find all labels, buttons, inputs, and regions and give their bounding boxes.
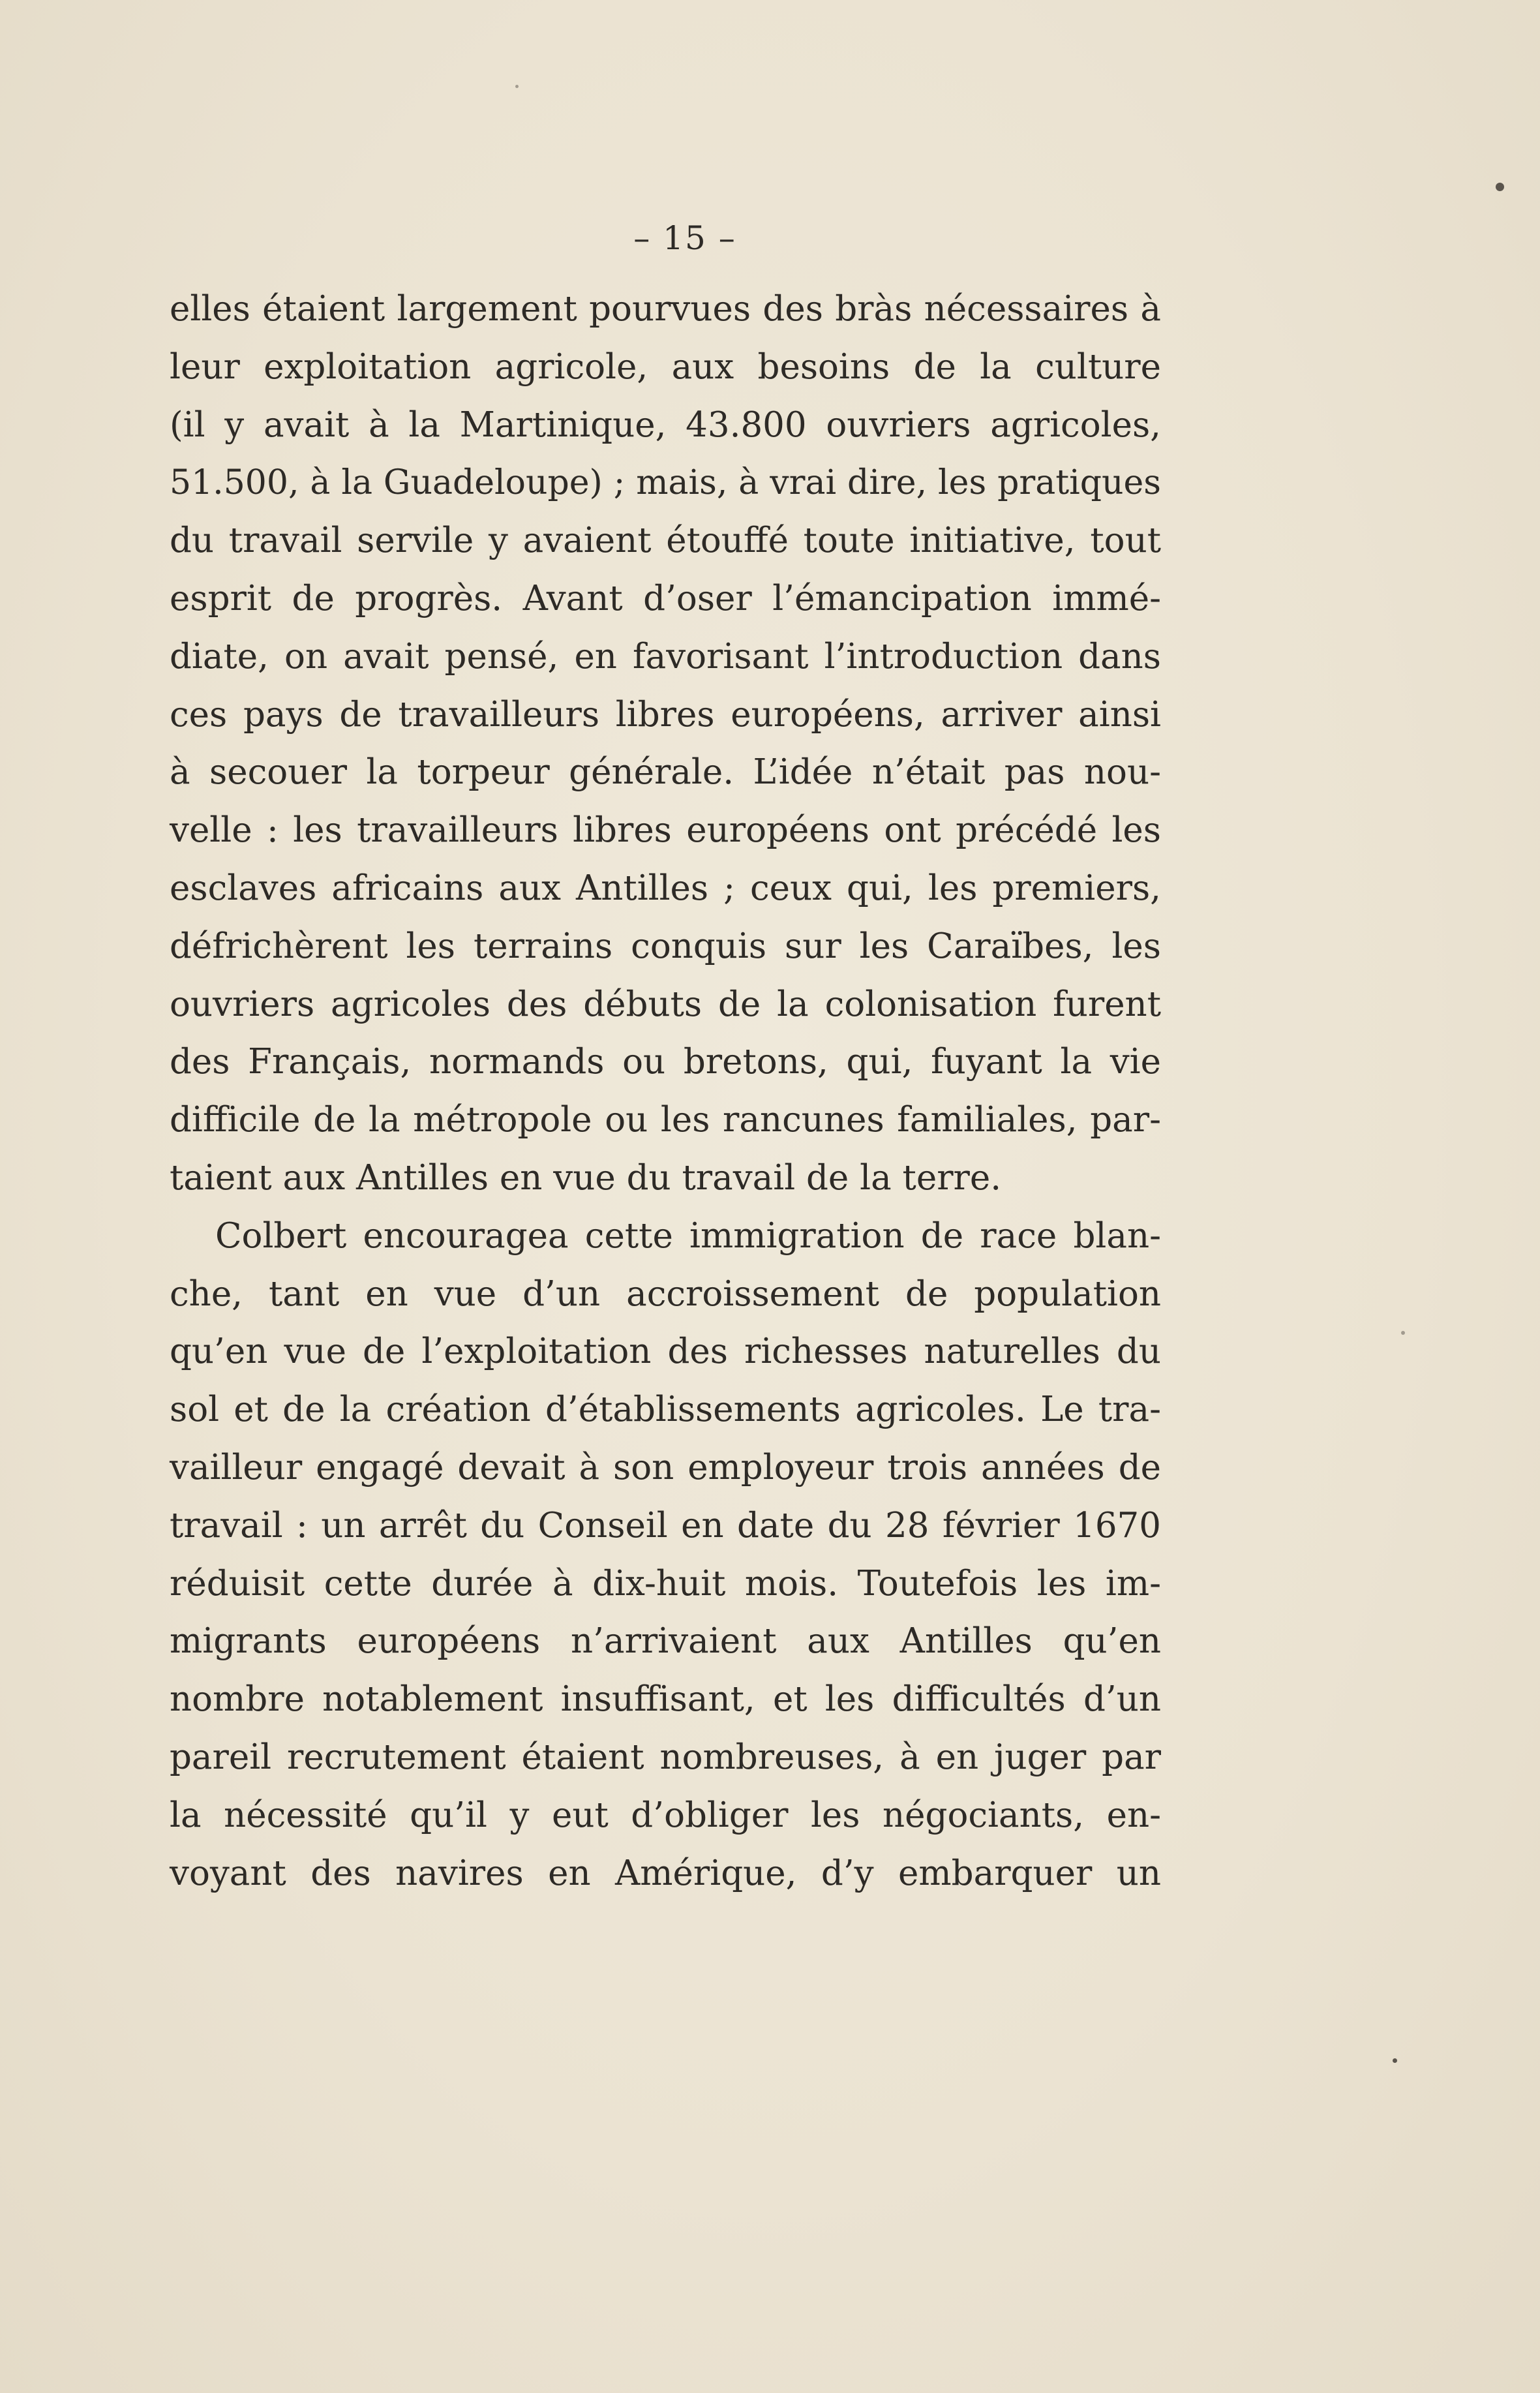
text-line: ouvriers agricoles des débuts de la colonisation furent <box>170 984 1161 1024</box>
text-line: (il y avait à la Martinique, 43.800 ouvriers agricoles, <box>170 404 1161 445</box>
text-line: voyant des navires en Amérique, d’y embarquer un <box>170 1853 1161 1893</box>
body-text <box>170 281 1161 1902</box>
text-line: esclaves africains aux Antilles ; ceux qui, les premiers, <box>170 868 1161 908</box>
text-line: pareil recrutement étaient nombreuses, à en juger par <box>170 1737 1161 1777</box>
text-line: elles étaient largement pourvues des bràs nécessaires à <box>170 289 1161 329</box>
text-line: leur exploitation agricole, aux besoins de la culture <box>170 346 1161 387</box>
text-line: défrichèrent les terrains conquis sur les Caraïbes, les <box>170 926 1161 966</box>
text-line: difficile de la métropole ou les rancunes familiales, par- <box>170 1100 1161 1140</box>
paper-speck <box>1496 183 1504 191</box>
text-line: qu’en vue de l’exploitation des richesses naturelles du <box>170 1332 1161 1372</box>
text-line: diate, on avait pensé, en favorisant l’introduction dans <box>170 636 1161 677</box>
text-line: travail : un arrêt du Conseil en date du 28 février 1670 <box>170 1505 1161 1546</box>
page-number: – 15 – <box>633 219 736 257</box>
text-line: des Français, normands ou bretons, qui, fuyant la vie <box>170 1042 1161 1082</box>
text-line: che, tant en vue d’un accroissement de population <box>170 1273 1161 1314</box>
text-line: velle : les travailleurs libres européens ont précédé les <box>170 810 1161 851</box>
paper-speck <box>1401 1331 1405 1335</box>
text-line: réduisit cette durée à dix-huit mois. Toutefois les im- <box>170 1563 1161 1604</box>
text-line: Colbert encouragea cette immigration de race blan- <box>215 1215 1161 1256</box>
text-line: du travail servile y avaient étouffé toute initiative, tout <box>170 521 1161 561</box>
text-line: vailleur engagé devait à son employeur trois années de <box>170 1447 1161 1487</box>
text-line: à secouer la torpeur générale. L’idée n’était pas nou- <box>170 752 1161 793</box>
text-line: nombre notablement insuffisant, et les difficultés d’un <box>170 1679 1161 1720</box>
paper-speck <box>1393 2058 1397 2063</box>
text-line: la nécessité qu’il y eut d’obliger les négociants, en- <box>170 1795 1161 1835</box>
text-line: ces pays de travailleurs libres européens, arriver ainsi <box>170 694 1161 735</box>
text-line: migrants européens n’arrivaient aux Antilles qu’en <box>170 1621 1161 1662</box>
text-line: esprit de progrès. Avant d’oser l’émancipation immé- <box>170 578 1161 618</box>
text-line: sol et de la création d’établissements agricoles. Le tra- <box>170 1390 1161 1430</box>
text-line: 51.500, à la Guadeloupe) ; mais, à vrai dire, les pratiques <box>170 463 1161 503</box>
text-line: taient aux Antilles en vue du travail de la terre. <box>170 1157 1002 1198</box>
paper-speck <box>515 85 519 88</box>
